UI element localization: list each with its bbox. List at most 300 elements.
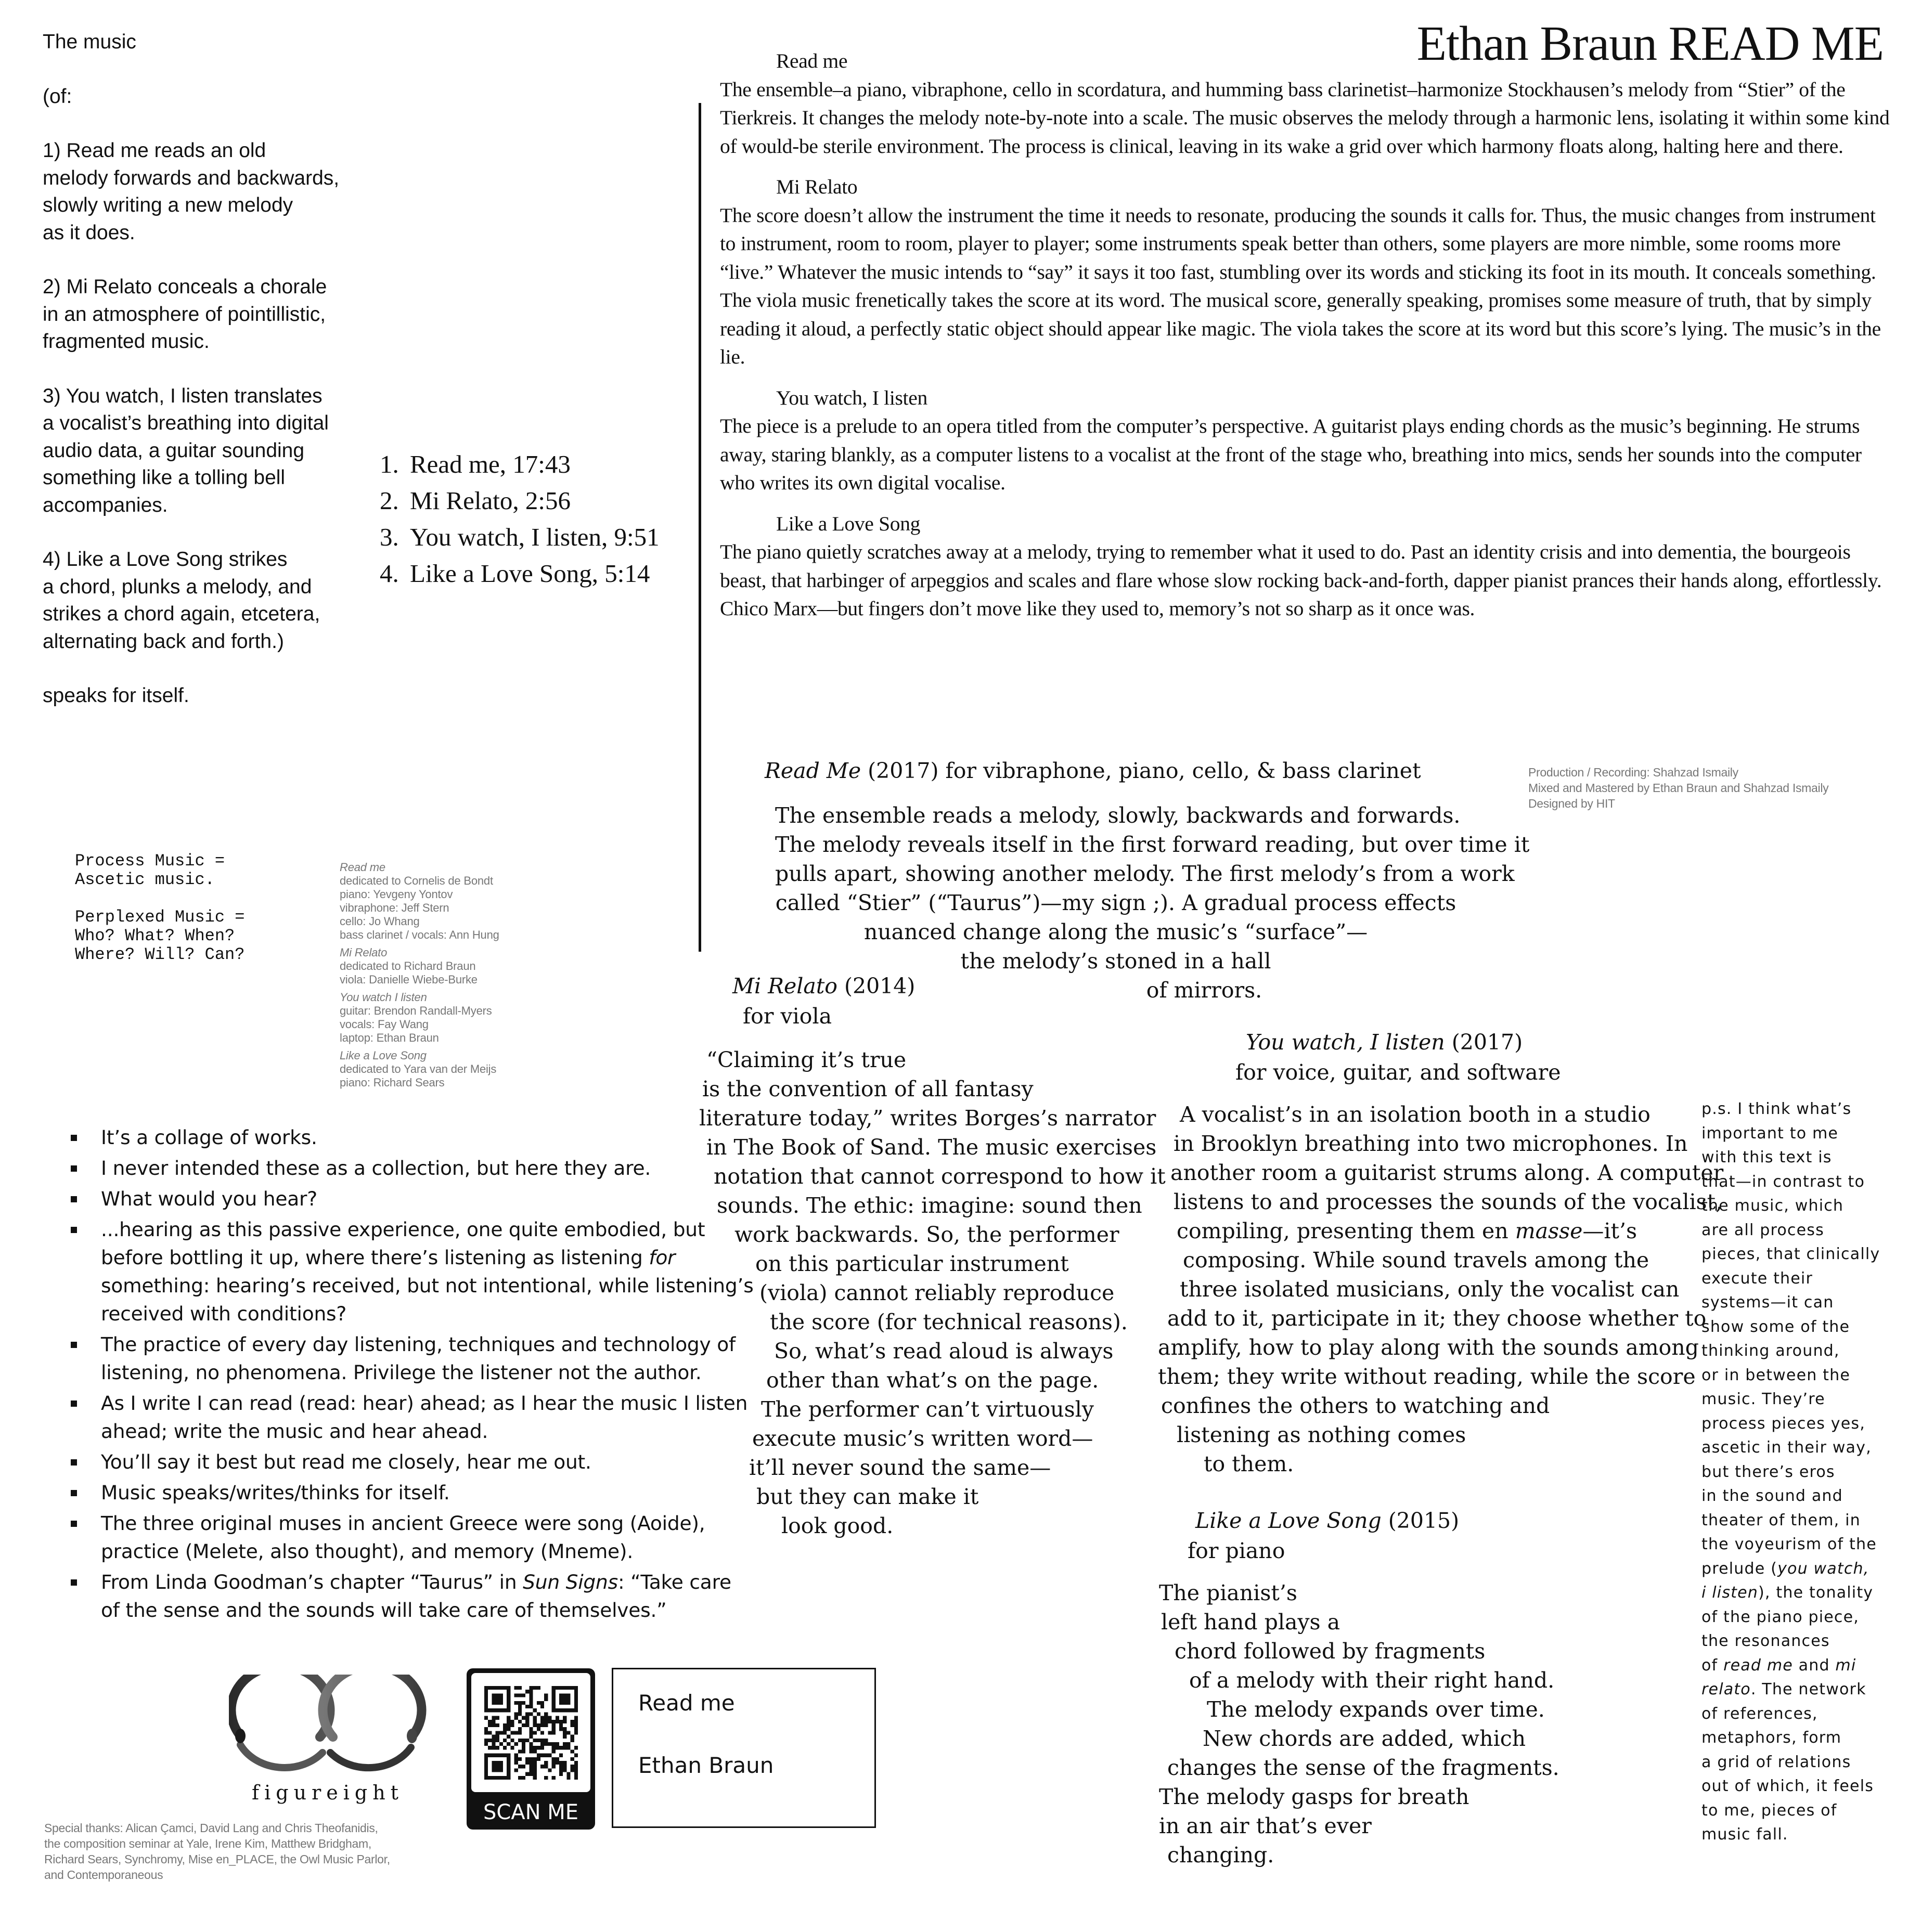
personnel-line: piano: Yevgeny Yontov bbox=[340, 888, 453, 901]
program-line: literature today,” writes Borges’s narrator bbox=[699, 1106, 1156, 1131]
qr-module bbox=[514, 1701, 518, 1705]
qr-module bbox=[556, 1742, 559, 1746]
qr-module bbox=[559, 1723, 563, 1727]
work-year: (2017) bbox=[1451, 1030, 1523, 1055]
program-line: them; they write without reading, while the score bbox=[1158, 1364, 1696, 1389]
qr-module bbox=[574, 1746, 578, 1749]
thanks-line: and Contemporaneous bbox=[44, 1868, 163, 1882]
qr-module bbox=[571, 1749, 574, 1753]
qr-module bbox=[529, 1731, 533, 1734]
qr-module bbox=[518, 1776, 522, 1780]
work-title: You watch, I listen bbox=[1246, 1030, 1445, 1055]
credit-line: Production / Recording: Shahzad Ismaily bbox=[1528, 766, 1738, 779]
qr-module bbox=[556, 1761, 559, 1765]
personnel-line: piano: Richard Sears bbox=[340, 1076, 445, 1089]
qr-module bbox=[488, 1739, 492, 1742]
program-line: A vocalist’s in an isolation booth in a studio bbox=[1180, 1102, 1651, 1127]
qr-module bbox=[518, 1731, 522, 1734]
qr-module bbox=[559, 1765, 563, 1768]
qr-module bbox=[537, 1701, 540, 1705]
personnel-work-title: You watch I listen bbox=[340, 991, 427, 1004]
qr-module bbox=[544, 1776, 548, 1780]
personnel-line: vibraphone: Jeff Stern bbox=[340, 901, 449, 914]
program-line: compiling, presenting them en masse—it’s bbox=[1177, 1218, 1638, 1243]
qr-module bbox=[548, 1720, 551, 1723]
qr-module bbox=[533, 1720, 537, 1723]
bullet-item: What would you hear? bbox=[68, 1185, 754, 1213]
program-line: other than what’s on the page. bbox=[766, 1368, 1099, 1393]
program-line: but they can make it bbox=[756, 1484, 979, 1509]
qr-module bbox=[544, 1693, 548, 1697]
qr-module bbox=[556, 1716, 559, 1720]
personnel-group bbox=[340, 946, 499, 987]
program-heading-mi-relato bbox=[732, 974, 915, 999]
qr-module bbox=[544, 1723, 548, 1727]
bullet-list bbox=[68, 1123, 754, 1627]
special-thanks bbox=[44, 1820, 471, 1883]
qr-module bbox=[522, 1776, 525, 1780]
qr-module bbox=[552, 1749, 556, 1753]
program-line: another room a guitarist strums along. A computer bbox=[1170, 1160, 1724, 1185]
qr-module bbox=[510, 1723, 514, 1727]
qr-module bbox=[563, 1765, 566, 1768]
qr-module bbox=[540, 1746, 544, 1749]
qr-module bbox=[544, 1742, 548, 1746]
qr-module bbox=[525, 1772, 529, 1776]
qr-module bbox=[566, 1742, 570, 1746]
program-line: New chords are added, which bbox=[1203, 1726, 1526, 1751]
work-year: (2017) bbox=[868, 758, 939, 783]
qr-module bbox=[529, 1735, 533, 1739]
qr-module bbox=[514, 1731, 518, 1734]
qr-module bbox=[574, 1723, 578, 1727]
qr-module bbox=[540, 1720, 544, 1723]
program-line: to them. bbox=[1204, 1451, 1294, 1476]
qr-module bbox=[552, 1686, 556, 1712]
credit-line: Designed by HIT bbox=[1528, 797, 1615, 810]
qr-module bbox=[540, 1742, 544, 1746]
note-title: Mi Relato bbox=[776, 175, 858, 198]
track-item bbox=[380, 446, 660, 483]
album-label-box bbox=[612, 1668, 876, 1828]
qr-module bbox=[529, 1697, 533, 1701]
note-body: The ensemble–a piano, vibraphone, cello in scordatura, and humming bass clarinetist–harmonize Stockhausen’s melody from “Stier” of the Tierkreis. It changes the melody note-by-note into a scale. The music observes the melody through a harmonic lens, isolating it within some kind of would-be sterile environment. The process is clinical, leaving in its wake a grid over which harmony floats along, halting here and there. bbox=[720, 77, 1890, 158]
qr-module bbox=[518, 1705, 522, 1708]
qr-module bbox=[525, 1720, 529, 1723]
qr-module bbox=[544, 1720, 548, 1723]
program-line: three isolated musicians, only the vocalist can bbox=[1180, 1277, 1680, 1302]
qr-module bbox=[574, 1686, 578, 1712]
program-line: the melody’s stoned in a hall bbox=[960, 949, 1271, 974]
qr-module bbox=[533, 1749, 537, 1753]
credit-line: Mixed and Mastered by Ethan Braun and Shahzad Ismaily bbox=[1528, 781, 1829, 795]
qr-module bbox=[552, 1686, 578, 1690]
track-item bbox=[380, 555, 660, 592]
program-line: left hand plays a bbox=[1161, 1610, 1340, 1635]
personnel-line: bass clarinet / vocals: Ann Hung bbox=[340, 928, 499, 941]
personnel-group bbox=[340, 1049, 499, 1090]
qr-module bbox=[563, 1727, 566, 1731]
intro-paragraph: 1) Read me reads an old melody forwards and backwards, slowly writing a new melody as it does. bbox=[43, 139, 340, 244]
qr-module bbox=[544, 1716, 548, 1720]
program-line: chord followed by fragments bbox=[1175, 1639, 1486, 1664]
qr-module bbox=[529, 1765, 533, 1768]
intro-paragraph: 4) Like a Love Song strikes a chord, plunks a melody, and strikes a chord again, etcetera, alternating back and forth.) bbox=[43, 548, 320, 653]
personnel-line: cello: Jo Whang bbox=[340, 915, 420, 928]
qr-module bbox=[518, 1749, 522, 1753]
qr-module bbox=[518, 1701, 522, 1705]
qr-module bbox=[552, 1757, 556, 1761]
qr-module bbox=[514, 1761, 518, 1765]
qr-module bbox=[574, 1765, 578, 1768]
qr-module bbox=[571, 1735, 574, 1739]
qr-module bbox=[522, 1746, 525, 1749]
qr-module bbox=[529, 1705, 533, 1708]
qr-module bbox=[492, 1746, 495, 1749]
qr-module bbox=[533, 1686, 537, 1690]
program-line: “Claiming it’s true bbox=[706, 1047, 907, 1072]
qr-module bbox=[571, 1765, 574, 1768]
qr-module bbox=[525, 1757, 529, 1761]
qr-module bbox=[518, 1757, 522, 1761]
qr-module bbox=[529, 1757, 533, 1761]
qr-module bbox=[484, 1727, 488, 1731]
personnel-list bbox=[340, 861, 499, 1094]
qr-module bbox=[537, 1712, 540, 1716]
program-line: listening as nothing comes bbox=[1177, 1422, 1466, 1447]
qr-module bbox=[518, 1765, 522, 1768]
program-line: look good. bbox=[781, 1513, 894, 1538]
qr-module bbox=[503, 1723, 507, 1727]
qr-module bbox=[484, 1731, 488, 1734]
qr-module bbox=[503, 1746, 507, 1749]
qr-module bbox=[537, 1723, 540, 1727]
qr-module bbox=[540, 1765, 544, 1768]
qr-module bbox=[496, 1731, 499, 1734]
work-title: Mi Relato bbox=[732, 974, 837, 999]
qr-module bbox=[507, 1716, 510, 1720]
work-instrumentation: for vibraphone, piano, cello, & bass clarinet bbox=[945, 758, 1421, 783]
qr-module bbox=[529, 1686, 533, 1690]
qr-module bbox=[514, 1712, 518, 1716]
qr-module bbox=[563, 1720, 566, 1723]
qr-module bbox=[540, 1739, 544, 1742]
program-line: So, what’s read aloud is always bbox=[774, 1339, 1114, 1364]
vertical-divider bbox=[699, 103, 701, 952]
track-notes bbox=[720, 47, 1890, 636]
qr-module bbox=[484, 1754, 488, 1780]
qr-module bbox=[492, 1735, 495, 1739]
qr-module bbox=[533, 1776, 537, 1780]
qr-module bbox=[552, 1727, 556, 1731]
track-label: You watch, I listen, 9:51 bbox=[410, 523, 660, 551]
qr-module bbox=[525, 1716, 529, 1720]
work-instrumentation: for viola bbox=[743, 1004, 832, 1029]
qr-module bbox=[488, 1731, 492, 1734]
qr-module bbox=[529, 1690, 533, 1693]
program-line: The melody gasps for breath bbox=[1159, 1784, 1469, 1809]
program-line: of a melody with their right hand. bbox=[1189, 1668, 1555, 1693]
qr-module bbox=[533, 1765, 537, 1768]
qr-module bbox=[522, 1739, 525, 1742]
qr-module bbox=[484, 1742, 488, 1746]
bullet-item: The practice of every day listening, techniques and technology of listening, no phenomena. Privilege the listener not the author. bbox=[68, 1330, 754, 1386]
qr-module bbox=[571, 1739, 574, 1742]
qr-module bbox=[548, 1754, 551, 1757]
qr-module bbox=[507, 1727, 510, 1731]
qr-module bbox=[537, 1754, 540, 1757]
program-line: The ensemble reads a melody, slowly, backwards and forwards. bbox=[775, 803, 1461, 828]
qr-module bbox=[492, 1693, 503, 1705]
qr-module bbox=[540, 1705, 544, 1708]
program-line: in Brooklyn breathing into two microphones. In bbox=[1174, 1131, 1688, 1156]
qr-module bbox=[484, 1754, 510, 1757]
qr-module bbox=[525, 1690, 529, 1693]
qr-module bbox=[552, 1776, 556, 1780]
qr-module bbox=[492, 1723, 495, 1727]
qr-module bbox=[514, 1686, 518, 1690]
qr-module bbox=[529, 1727, 533, 1731]
qr-module bbox=[533, 1768, 537, 1772]
personnel-group bbox=[340, 991, 499, 1045]
note-body: The piece is a prelude to an opera titled from the computer’s perspective. A guitarist plays ending chords as the music’s beginning. He strums away, staring blankly, as a computer listens to a vocalist at the front of the stage who, breathing into mics, sends her sounds into the computer who writes its own digital vocalise. bbox=[720, 414, 1862, 494]
qr-module bbox=[571, 1757, 574, 1761]
bullet-item: I never intended these as a collection, but here they are. bbox=[68, 1154, 754, 1182]
program-line: execute music’s written word— bbox=[752, 1426, 1093, 1451]
qr-module bbox=[556, 1757, 559, 1761]
program-line: The melody reveals itself in the first forward reading, but over time it bbox=[775, 832, 1530, 857]
qr-module bbox=[574, 1776, 578, 1780]
qr-module bbox=[492, 1716, 495, 1720]
qr-code-card[interactable] bbox=[467, 1668, 595, 1830]
qr-module bbox=[514, 1757, 518, 1761]
qr-module bbox=[496, 1723, 499, 1727]
program-line: on this particular instrument bbox=[755, 1251, 1069, 1276]
qr-module bbox=[510, 1746, 514, 1749]
qr-label: SCAN ME bbox=[483, 1800, 579, 1824]
qr-module bbox=[533, 1739, 537, 1742]
qr-module bbox=[552, 1723, 556, 1727]
qr-module bbox=[499, 1731, 503, 1734]
postscript bbox=[1701, 1097, 1910, 1847]
production-credits bbox=[1528, 764, 1828, 811]
qr-module bbox=[552, 1720, 556, 1723]
qr-module bbox=[518, 1708, 522, 1712]
intro-paragraph: (of: bbox=[43, 85, 72, 108]
work-year: (2014) bbox=[844, 974, 916, 999]
qr-module bbox=[533, 1723, 537, 1727]
work-year: (2015) bbox=[1388, 1508, 1460, 1533]
qr-module bbox=[559, 1772, 563, 1776]
program-line: The performer can’t virtuously bbox=[761, 1397, 1094, 1422]
qr-module bbox=[574, 1727, 578, 1731]
qr-module bbox=[533, 1716, 537, 1720]
qr-module bbox=[566, 1772, 570, 1776]
qr-module bbox=[522, 1716, 525, 1720]
qr-module bbox=[522, 1723, 525, 1727]
qr-module bbox=[529, 1746, 533, 1749]
qr-module bbox=[499, 1742, 503, 1746]
qr-module bbox=[510, 1739, 514, 1742]
track-label: Mi Relato, 2:56 bbox=[410, 486, 571, 515]
qr-module bbox=[537, 1757, 540, 1761]
qr-module bbox=[484, 1716, 488, 1720]
qr-module bbox=[563, 1742, 566, 1746]
personnel-work-title: Mi Relato bbox=[340, 946, 388, 959]
program-line: The melody expands over time. bbox=[1207, 1697, 1545, 1722]
personnel-line: vocals: Fay Wang bbox=[340, 1018, 429, 1031]
program-line: amplify, how to play along with the sounds among bbox=[1158, 1335, 1699, 1360]
qr-module bbox=[518, 1712, 522, 1716]
program-line: (viola) cannot reliably reproduce bbox=[759, 1280, 1115, 1305]
work-instrumentation: for piano bbox=[1188, 1538, 1285, 1563]
qr-module bbox=[574, 1720, 578, 1723]
qr-module bbox=[537, 1727, 540, 1731]
personnel-line: dedicated to Yara van der Meijs bbox=[340, 1062, 497, 1075]
qr-module bbox=[571, 1720, 574, 1723]
note-title: Read me bbox=[776, 49, 848, 72]
work-title: Read Me bbox=[765, 758, 861, 783]
qr-module bbox=[518, 1693, 522, 1697]
qr-module bbox=[522, 1693, 525, 1697]
qr-module bbox=[563, 1716, 566, 1720]
program-line: of mirrors. bbox=[1146, 978, 1262, 1003]
process-music-text: Process Music = Ascetic music. Perplexed Music = Who? What? When? Where? Will? Can? bbox=[75, 851, 245, 964]
bullet-item: You’ll say it best but read me closely, hear me out. bbox=[68, 1448, 754, 1476]
qr-module bbox=[507, 1735, 510, 1739]
qr-module bbox=[574, 1772, 578, 1776]
qr-module bbox=[544, 1765, 548, 1768]
qr-module bbox=[544, 1739, 548, 1742]
bullet-item: From Linda Goodman’s chapter “Taurus” in Sun Signs: “Take care of the sense and the sounds will take care of themselves.” bbox=[68, 1568, 754, 1624]
qr-module bbox=[559, 1768, 563, 1772]
program-line: in The Book of Sand. The music exercises bbox=[706, 1135, 1157, 1160]
qr-module bbox=[525, 1705, 529, 1708]
track-label: Read me, 17:43 bbox=[410, 450, 571, 478]
qr-module bbox=[574, 1716, 578, 1720]
bullet-item: It’s a collage of works. bbox=[68, 1123, 754, 1151]
track-number: 2. bbox=[380, 486, 399, 515]
program-heading-you-watch bbox=[1246, 1030, 1523, 1055]
intro-paragraph: The music bbox=[43, 31, 136, 53]
qr-module bbox=[484, 1686, 510, 1690]
qr-module bbox=[522, 1749, 525, 1753]
qr-module bbox=[544, 1697, 548, 1701]
program-line: listens to and processes the sounds of the vocalist, bbox=[1174, 1189, 1723, 1214]
qr-module bbox=[488, 1720, 492, 1723]
qr-module bbox=[548, 1742, 551, 1746]
qr-module bbox=[566, 1776, 570, 1780]
qr-module bbox=[496, 1739, 499, 1742]
tracklist bbox=[380, 446, 660, 592]
program-heading-read-me bbox=[765, 758, 1421, 783]
qr-module bbox=[563, 1731, 566, 1734]
qr-module bbox=[552, 1765, 556, 1768]
qr-module bbox=[574, 1731, 578, 1734]
qr-module bbox=[571, 1723, 574, 1727]
qr-module bbox=[537, 1686, 540, 1690]
qr-module bbox=[529, 1693, 533, 1697]
personnel-line: dedicated to Richard Braun bbox=[340, 959, 476, 973]
qr-module bbox=[548, 1716, 551, 1720]
qr-module bbox=[537, 1746, 540, 1749]
bullet-item: Music speaks/writes/thinks for itself. bbox=[68, 1479, 754, 1507]
qr-module bbox=[522, 1742, 525, 1746]
qr-module bbox=[522, 1765, 525, 1768]
intro-paragraph: 2) Mi Relato conceals a chorale in an atmosphere of pointillistic, fragmented music. bbox=[43, 276, 327, 353]
qr-module bbox=[529, 1768, 533, 1772]
qr-module bbox=[552, 1761, 556, 1765]
qr-module bbox=[559, 1761, 563, 1765]
qr-module bbox=[548, 1731, 551, 1734]
album-artist: Ethan Braun bbox=[638, 1753, 774, 1778]
page-title: Ethan Braun READ ME bbox=[1416, 17, 1884, 71]
note-body: The score doesn’t allow the instrument the time it needs to resonate, producing the sounds it calls for. Thus, the music changes from instrument to instrument, room to room, player to player; some instruments speak better than others, some players are more nimble, some rooms more “live.” Whatever the music intends to “say” it says it too fast, stumbling over its words and sticking its foot in its mouth. It conceals something. The viola music frenetically takes the score at its word. The musical score, generally speaking, promises some measure of truth, that by simply reading it aloud, a perfectly static object should appear like magic. The viola takes the score at its word but this score’s lying. The music’s in the lie. bbox=[720, 203, 1881, 368]
qr-module bbox=[537, 1739, 540, 1742]
program-line: it’ll never sound the same— bbox=[749, 1455, 1051, 1480]
qr-module bbox=[566, 1746, 570, 1749]
qr-module bbox=[544, 1712, 548, 1716]
personnel-line: guitar: Brendon Randall-Myers bbox=[340, 1004, 492, 1017]
program-text-you-watch bbox=[1150, 1100, 1724, 1479]
qr-module bbox=[518, 1720, 522, 1723]
track-item bbox=[380, 519, 660, 555]
program-line: notation that cannot correspond to how it bbox=[714, 1164, 1166, 1189]
qr-module bbox=[484, 1708, 510, 1712]
program-heading-love-song bbox=[1195, 1508, 1459, 1533]
program-line: the score (for technical reasons). bbox=[770, 1309, 1128, 1334]
track-number: 3. bbox=[380, 523, 399, 551]
program-line: work backwards. So, the performer bbox=[734, 1222, 1119, 1247]
work-title: Like a Love Song bbox=[1195, 1508, 1382, 1533]
thanks-line: Special thanks: Alican Çamci, David Lang and Chris Theofanidis, bbox=[44, 1821, 378, 1835]
qr-module bbox=[574, 1754, 578, 1757]
personnel-line: laptop: Ethan Braun bbox=[340, 1031, 439, 1044]
program-line: pulls apart, showing another melody. The first melody’s from a work bbox=[775, 861, 1515, 886]
qr-module bbox=[492, 1739, 495, 1742]
thanks-line: Richard Sears, Synchromy, Mise en_PLACE, the Owl Music Parlor, bbox=[44, 1852, 390, 1866]
qr-module bbox=[548, 1768, 551, 1772]
thanks-line: the composition seminar at Yale, Irene Kim, Matthew Bridgham, bbox=[44, 1837, 371, 1850]
note-body: The piano quietly scratches away at a melody, trying to remember what it used to do. Past an identity crisis and into dementia, the bourgeois beast, that harbinger of arpeggios and scales and flare whose slow rocking back-and-forth, dapper pianist prances their hands along, effortlessly. Chico Marx—but fingers don’t move like they used to, memory’s not so sharp as it once was. bbox=[720, 540, 1882, 620]
qr-module bbox=[488, 1746, 492, 1749]
track-item bbox=[380, 483, 660, 519]
program-line: confines the others to watching and bbox=[1161, 1393, 1550, 1418]
intro-paragraph: speaks for itself. bbox=[43, 684, 189, 707]
intro-paragraph: 3) You watch, I listen translates a vocalist’s breathing into digital audio data, a guitar sounding something like a tolling bell accompanies. bbox=[43, 384, 329, 516]
qr-module bbox=[496, 1746, 499, 1749]
qr-module bbox=[507, 1742, 510, 1746]
qr-module bbox=[540, 1754, 544, 1757]
qr-module bbox=[514, 1742, 518, 1746]
bullet-item: ...hearing as this passive experience, one quite embodied, but before bottling it up, where there’s listening as listening for something: hearing’s received, but not intentional, while listening’s received with conditions? bbox=[68, 1215, 754, 1328]
program-line: is the convention of all fantasy bbox=[702, 1077, 1034, 1101]
qr-module bbox=[540, 1701, 544, 1705]
qr-module bbox=[529, 1749, 533, 1753]
qr-module bbox=[544, 1754, 548, 1757]
intro-text bbox=[43, 29, 376, 710]
qr-module bbox=[533, 1761, 537, 1765]
qr-module bbox=[559, 1727, 563, 1731]
qr-module bbox=[533, 1731, 537, 1734]
qr-module bbox=[566, 1731, 570, 1734]
qr-module bbox=[556, 1720, 559, 1723]
qr-module bbox=[492, 1761, 503, 1772]
qr-module bbox=[540, 1723, 544, 1727]
program-line: add to it, participate in it; they choose whether to bbox=[1167, 1306, 1707, 1331]
program-line: composing. While sound travels among the bbox=[1183, 1248, 1649, 1273]
qr-module bbox=[552, 1746, 556, 1749]
